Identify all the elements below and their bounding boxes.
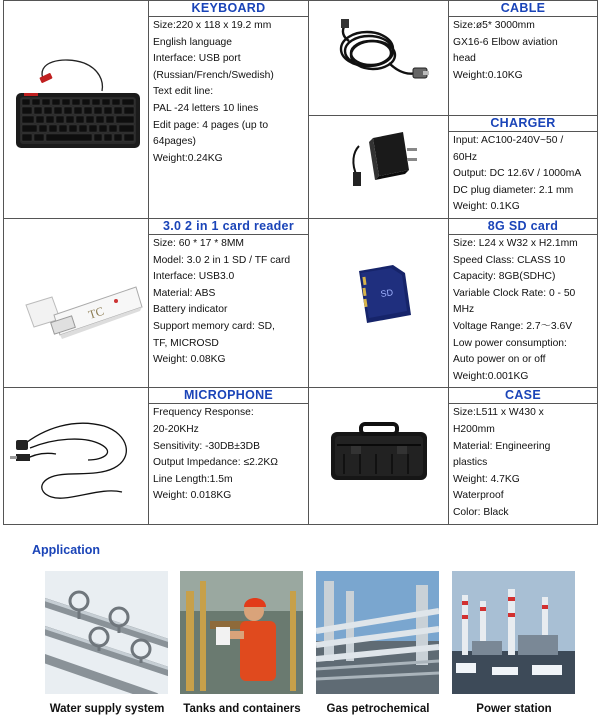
spec-line: TF, MICROSD	[153, 337, 219, 349]
spec-line: Model: 3.0 2 in 1 SD / TF card	[153, 254, 291, 266]
spec-line: Material: ABS	[153, 287, 216, 299]
application-label: Tanks and containers	[183, 703, 301, 715]
water-pipes-photo	[45, 571, 168, 694]
spec-line: Weight:0.10KG	[453, 69, 523, 81]
card-reader-image	[4, 219, 149, 384]
spec-line: Output: DC 12.6V / 1000mA	[453, 168, 582, 180]
spec-line: English language	[153, 36, 233, 48]
spec-line: (Russian/French/Swedish)	[153, 69, 274, 81]
application-heading: Application	[32, 543, 101, 557]
sd-card-spec-lines	[449, 235, 597, 387]
cable-image	[309, 1, 449, 114]
spec-line: Waterproof	[453, 490, 504, 502]
spec-line: Weight: 0.1KG	[453, 201, 520, 213]
spec-line: Color: Black	[453, 506, 509, 518]
application-label: Water supply system	[49, 703, 165, 715]
case-spec-lines	[449, 404, 597, 523]
charger-title: CHARGER	[449, 116, 597, 132]
application-label: Power station	[476, 703, 552, 715]
spec-line: Interface: USB port	[153, 53, 241, 65]
keyboard-spec-lines	[149, 17, 308, 169]
spec-line: 64pages)	[153, 136, 196, 148]
spec-line: GX16-6 Elbow aviation	[453, 36, 558, 48]
microphone-spec-cell	[149, 388, 309, 524]
spec-line: Input: AC100-240V~50 /	[453, 135, 564, 146]
spec-line: Voltage Range: 2.7～3.6V	[453, 320, 573, 332]
spec-line: Size:ø5* 3000mm	[453, 20, 535, 31]
spec-line: Weight: 0.08KG	[153, 354, 226, 366]
keyboard-spec-cell	[149, 1, 309, 219]
case-image-cell	[309, 388, 449, 524]
spec-line: DC plug diameter: 2.1 mm	[453, 184, 574, 196]
sd-card-image	[309, 219, 449, 384]
spec-line: Weight: 0.018KG	[153, 490, 232, 502]
cable-title: CABLE	[449, 1, 597, 17]
cable-image-cell	[309, 1, 449, 116]
spec-line: MHz	[453, 304, 475, 316]
card-reader-image-cell	[4, 219, 149, 388]
spec-line: Size: 60 * 17 * 8MM	[153, 238, 244, 249]
spec-line: Interface: USB3.0	[153, 271, 235, 283]
spec-line: Edit page: 4 pages (up to	[153, 119, 269, 131]
spec-line: Auto power on or off	[453, 354, 546, 366]
spec-line: Sensitivity: -30DB±3DB	[153, 440, 260, 452]
card-reader-spec-cell	[149, 219, 309, 388]
card-reader-spec-lines	[149, 235, 308, 371]
case-image	[309, 388, 449, 522]
sd-card-image-cell	[309, 219, 449, 388]
keyboard-image	[4, 1, 149, 211]
card-reader-title: 3.0 2 in 1 card reader	[149, 219, 308, 235]
spec-line: Capacity: 8GB(SDHC)	[453, 271, 556, 283]
charger-spec-cell	[449, 116, 598, 219]
petrochemical-pipes-photo	[316, 571, 439, 694]
svg-text:SD: SD	[379, 287, 394, 299]
spec-line: Speed Class: CLASS 10	[453, 254, 566, 266]
microphone-title: MICROPHONE	[149, 388, 308, 404]
spec-line: Size: L24 x W32 x H2.1mm	[453, 238, 578, 249]
cable-spec-lines	[449, 17, 597, 86]
keyboard-image-cell	[4, 1, 149, 219]
sd-card-spec-cell	[449, 219, 598, 388]
spec-line: Text edit line:	[153, 86, 214, 98]
spec-line: 20-20KHz	[153, 423, 199, 435]
spec-line: Weight: 4.7KG	[453, 473, 520, 485]
spec-line: Material: Engineering	[453, 440, 551, 452]
case-spec-cell	[449, 388, 598, 524]
microphone-spec-lines	[149, 404, 308, 507]
spec-line: Variable Clock Rate: 0 - 50	[453, 287, 576, 299]
svg-text:TC: TC	[86, 303, 106, 322]
spec-line: plastics	[453, 457, 488, 469]
sd-card-title: 8G SD card	[449, 219, 597, 235]
spec-line: Low power consumption:	[453, 337, 567, 349]
application-label: Gas petrochemical	[326, 703, 430, 715]
worker-tanks-photo	[180, 571, 303, 694]
spec-line: H200mm	[453, 423, 495, 435]
keyboard-title: KEYBOARD	[149, 1, 308, 17]
spec-line: Output Impedance: ≤2.2KΩ	[153, 457, 278, 469]
microphone-image	[4, 388, 149, 522]
cable-spec-cell	[449, 1, 598, 116]
charger-spec-lines	[449, 132, 597, 218]
spec-table	[3, 0, 598, 525]
spec-line: Battery indicator	[153, 304, 228, 316]
spec-line: Line Length:1.5m	[153, 473, 233, 485]
spec-line: Support memory card: SD,	[153, 320, 275, 332]
spec-line: Size:220 x 118 x 19.2 mm	[153, 20, 272, 31]
spec-line: PAL -24 letters 10 lines	[153, 102, 259, 114]
spec-line: Frequency Response:	[153, 407, 254, 419]
microphone-image-cell	[4, 388, 149, 524]
spec-line: Weight:0.24KG	[153, 152, 223, 164]
spec-line: Size:L511 x W430 x	[453, 407, 544, 419]
spec-line: head	[453, 53, 476, 65]
power-station-photo	[452, 571, 575, 694]
charger-image-cell	[309, 116, 449, 219]
spec-line: 60Hz	[453, 151, 478, 163]
spec-line: Weight:0.001KG	[453, 370, 529, 382]
case-title: CASE	[449, 388, 597, 404]
charger-image	[309, 116, 449, 217]
